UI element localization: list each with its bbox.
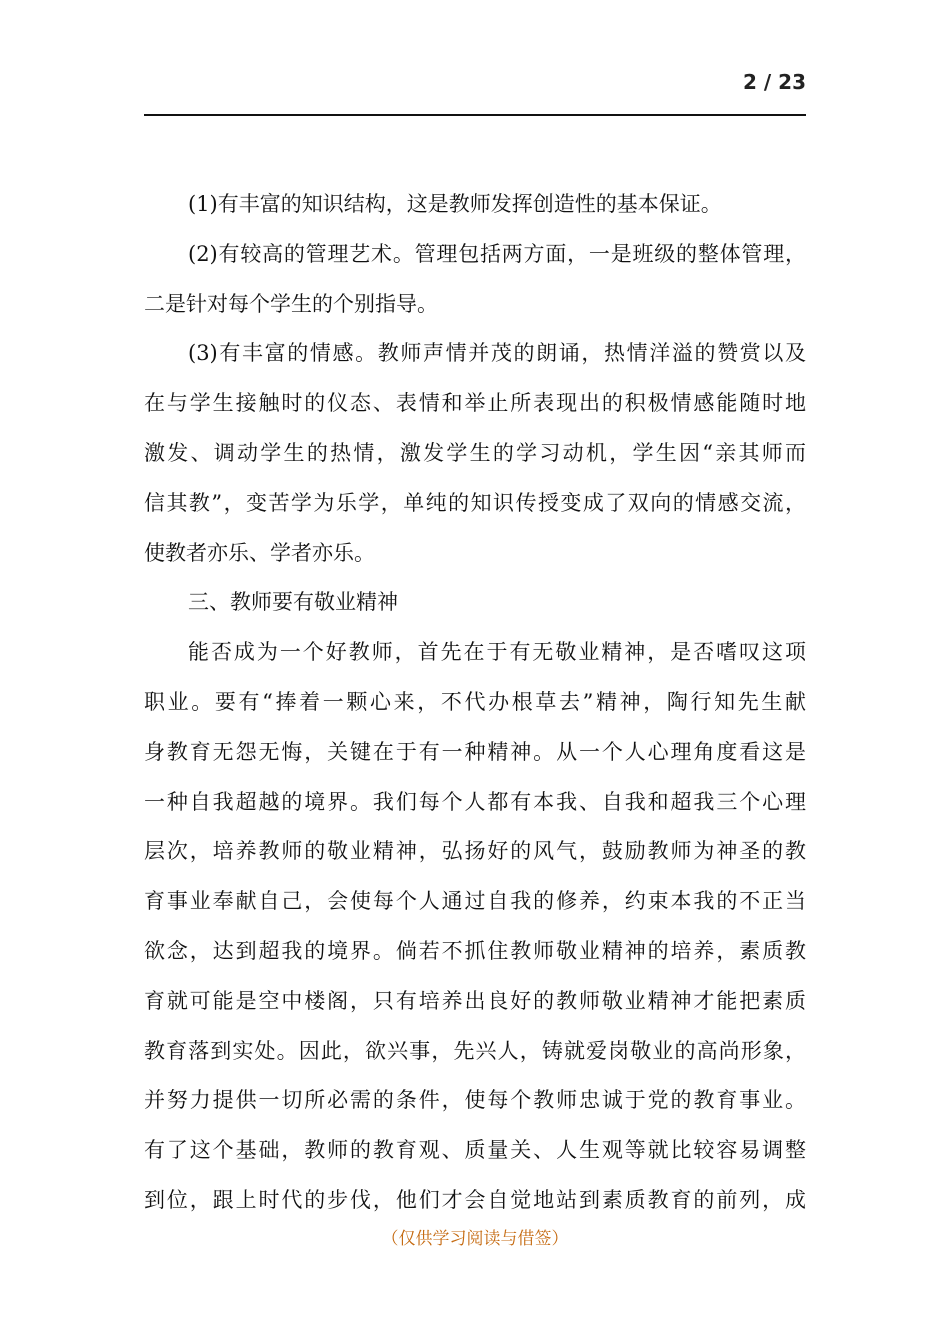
header-rule	[144, 114, 806, 116]
text-line: 一种自我超越的境界。我们每个人都有本我、自我和超我三个心理	[144, 789, 806, 814]
page-number: 2 / 23	[743, 70, 806, 94]
footer-note: （仅供学习阅读与借签）	[381, 1229, 569, 1249]
text-line: 教育落到实处。因此，欲兴事，先兴人，铸就爱岗敬业的高尚形象，	[144, 1038, 806, 1063]
text-line: 育事业奉献自己，会使每个人通过自我的修养，约束本我的不正当	[144, 889, 806, 914]
text-line: 身教育无怨无悔，关键在于有一种精神。从一个人心理角度看这是	[144, 739, 806, 764]
text-line: 到位，跟上时代的步伐，他们才会自觉地站到素质教育的前列，成	[144, 1187, 806, 1212]
text-line: 并努力提供一切所必需的条件，使每个教师忠诚于党的教育事业。	[144, 1088, 806, 1113]
text-line: (2)有较高的管理艺术。管理包括两方面，一是班级的整体管理，	[188, 241, 806, 266]
text-line: 二是针对每个学生的个别指导。	[144, 291, 438, 316]
text-line: 使教者亦乐、学者亦乐。	[144, 540, 375, 565]
text-line: (1)有丰富的知识结构，这是教师发挥创造性的基本保证。	[188, 192, 722, 216]
text-line: 在与学生接触时的仪态、表情和举止所表现出的积极情感能随时地	[144, 391, 806, 416]
section-heading: 三、教师要有敬业精神	[188, 590, 398, 615]
text-line: 激发、调动学生的热情，激发学生的学习动机，学生因“亲其师而	[144, 440, 806, 465]
text-line: 层次，培养教师的敬业精神，弘扬好的风气，鼓励教师为神圣的教	[144, 839, 806, 864]
text-line: 育就可能是空中楼阁，只有培养出良好的教师敬业精神才能把素质	[144, 988, 806, 1013]
text-line: 职业。要有“捧着一颗心来，不代办根草去”精神，陶行知先生献	[144, 689, 806, 714]
text-line: 信其教”，变苦学为乐学，单纯的知识传授变成了双向的情感交流，	[144, 490, 806, 515]
text-line: (3)有丰富的情感。教师声情并茂的朗诵，热情洋溢的赞赏以及	[188, 341, 806, 366]
body-text	[144, 180, 806, 1226]
text-line: 能否成为一个好教师，首先在于有无敬业精神，是否嗜叹这项	[188, 640, 806, 665]
text-line: 欲念，达到超我的境界。倘若不抓住教师敬业精神的培养，素质教	[144, 938, 806, 963]
text-line: 有了这个基础，教师的教育观、质量关、人生观等就比较容易调整	[144, 1138, 806, 1163]
